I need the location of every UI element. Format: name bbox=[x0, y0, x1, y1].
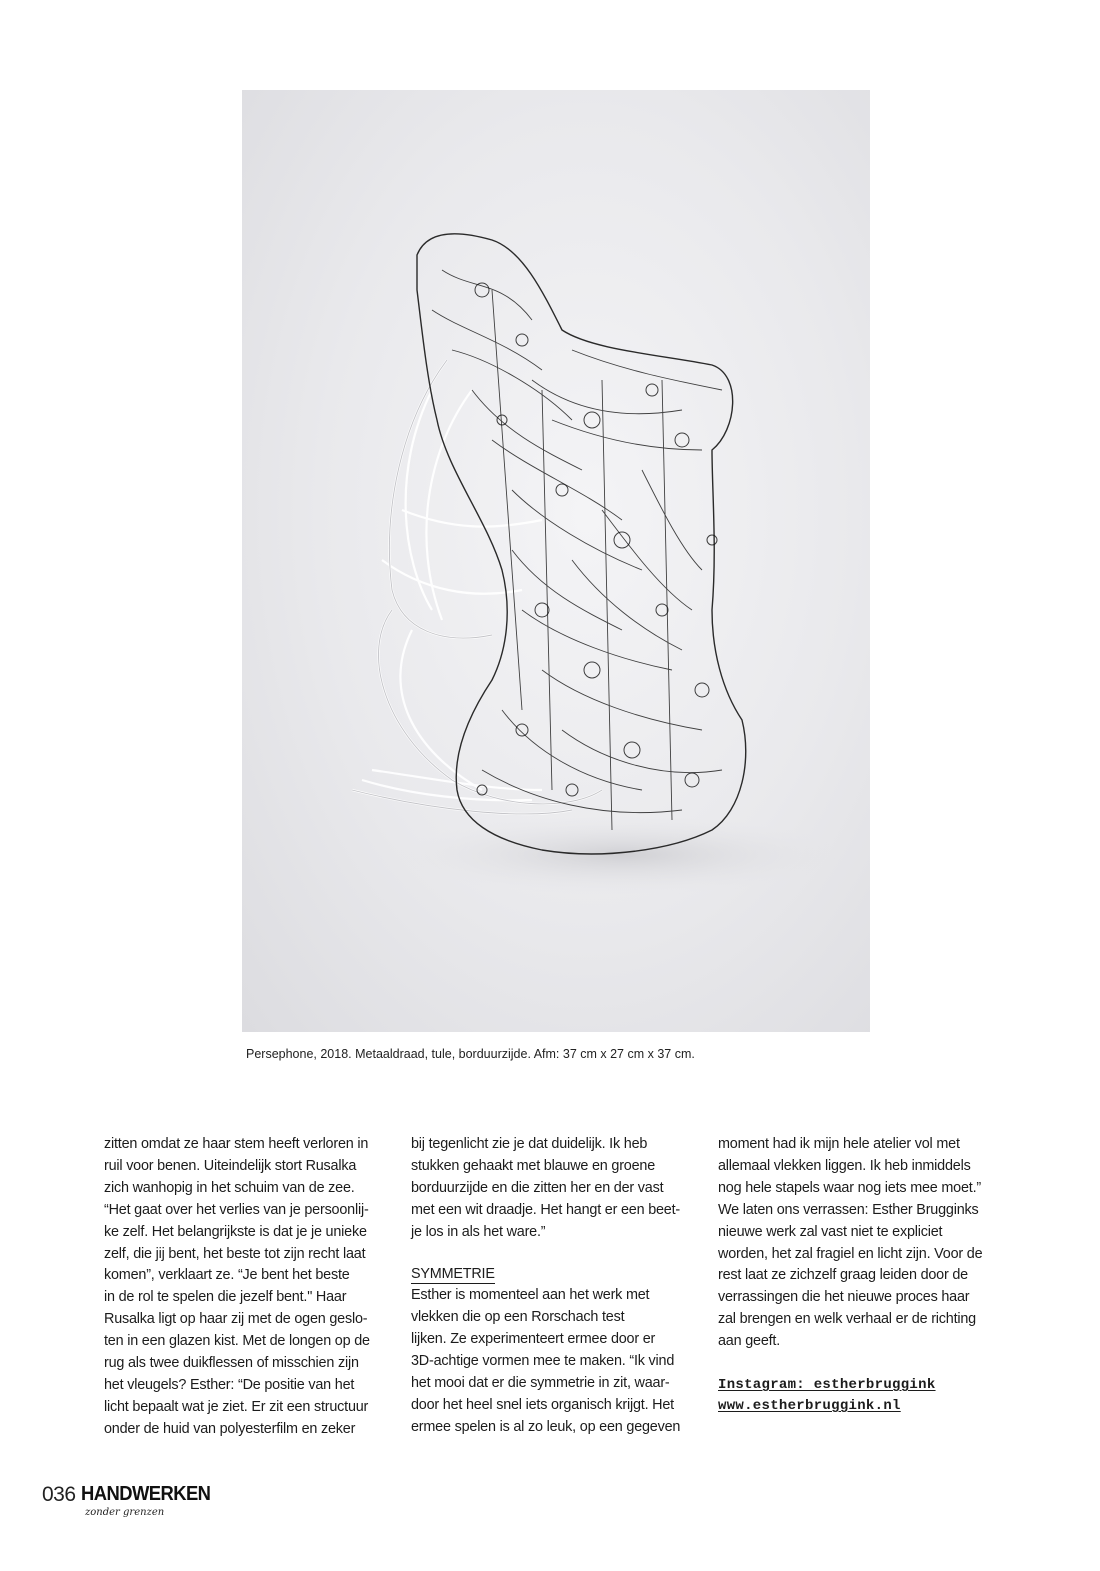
wire-sculpture-illustration bbox=[242, 90, 870, 1032]
website-link[interactable]: www.estherbruggink.nl bbox=[718, 1398, 901, 1415]
article-column-3 bbox=[718, 1134, 998, 1417]
magazine-tagline: zonder grenzen bbox=[85, 1507, 165, 1518]
paragraph: bij tegenlicht zie je dat duidelijk. Ik heb stukken gehaakt met blauwe en groene borduurzijde en die zitten her en der vast met een wit draadje. Het hangt er een beet- je los in als het ware.” bbox=[411, 1136, 680, 1240]
magazine-name: HANDWERKEN bbox=[81, 1483, 211, 1505]
page-footer bbox=[42, 1483, 211, 1523]
instagram-link[interactable]: Instagram: estherbruggink bbox=[718, 1377, 936, 1394]
paragraph: Esther is momenteel aan het werk met vlekken die op een Rorschach test lijken. Ze experimenteert ermee door er 3D-achtige vormen mee te maken. “Ik vind het mooi dat er die symmetrie in zit, waar- door het heel snel iets organisch krijgt. Het ermee spelen is al zo leuk, op een gegeven bbox=[411, 1287, 681, 1435]
contact-links bbox=[718, 1375, 998, 1417]
article-column-2 bbox=[411, 1134, 691, 1439]
sculpture-photo bbox=[242, 90, 870, 1032]
article-column-1 bbox=[104, 1134, 384, 1441]
paragraph: moment had ik mijn hele atelier vol met allemaal vlekken liggen. Ik heb inmiddels nog hele stapels waar nog iets mee moet.” We laten ons verrassen: Esther Brugginks nieuwe werk zal vast niet te expliciet worden, het zal fragiel en licht zijn. Voor de rest laat ze zichzelf graag leiden door de verrassingen die het nieuwe proces haar zal brengen en welk verhaal er de richting aan geeft. bbox=[718, 1136, 983, 1350]
paragraph: zitten omdat ze haar stem heeft verloren in ruil voor benen. Uiteindelijk stort Rusalka zich wanhopig in het schuim van de zee. “Het gaat over het verlies van je persoonlij- ke zelf. Het belangrijkste is dat je je unieke zelf, die jij bent, het beste tot zijn recht laat komen”, verklaart ze. “Je bent het beste in de rol te spelen die jezelf bent." Haar Rusalka ligt op haar zij met de ogen geslo- ten in een glazen kist. Met de longen op de rug als twee duikflessen of misschien zijn het vleugels? Esther: “De positie van het licht bepaalt wat je ziet. Er zit een structuur onder de huid van polyesterfilm en zeker bbox=[104, 1136, 370, 1437]
photo-caption: Persephone, 2018. Metaaldraad, tule, borduurzijde. Afm: 37 cm x 27 cm x 37 cm. bbox=[246, 1047, 695, 1061]
page-number: 036 bbox=[42, 1483, 76, 1506]
section-heading: SYMMETRIE bbox=[411, 1265, 495, 1282]
